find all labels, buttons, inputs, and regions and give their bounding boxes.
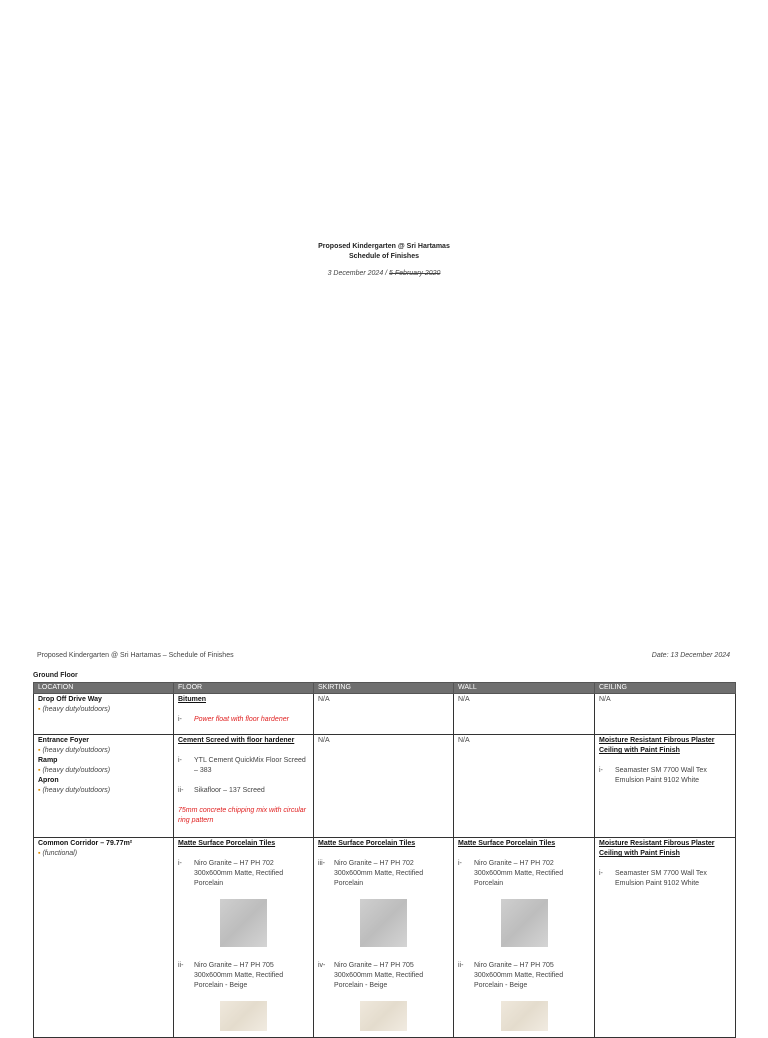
col-skirting: SKIRTING [314, 683, 454, 694]
tile-swatch-grey [360, 899, 407, 947]
bullet-icon: ▪ [38, 767, 43, 774]
list-item: ii- Niro Granite – H7 PH 705 300x600mm Matte, Rectified Porcelain - Beige [178, 962, 284, 989]
location-cell [34, 838, 174, 1038]
tile-swatch-beige [360, 1001, 407, 1031]
bullet-icon: ▪ [38, 787, 43, 794]
ceiling-heading: Moisture Resistant Fibrous Plaster Ceiling with Paint Finish [599, 737, 715, 754]
ceiling-cell: N/A [595, 694, 736, 735]
cover-date-struck: 5 February 2020 [389, 270, 441, 277]
skirting-cell: N/A [314, 694, 454, 735]
list-item: i- Seamaster SM 7700 Wall Tex Emulsion Paint 9102 White [599, 870, 707, 887]
cover-date [0, 270, 768, 277]
location-note: (functional) [42, 850, 78, 857]
list-item: iv- Niro Granite – H7 PH 705 300x600mm Matte, Rectified Porcelain - Beige [318, 962, 424, 989]
cover-title: Proposed Kindergarten @ Sri Hartamas [318, 243, 450, 250]
col-floor: FLOOR [174, 683, 314, 694]
list-item: ii- Sikafloor – 137 Screed [178, 787, 265, 794]
col-location: LOCATION [34, 683, 174, 694]
floor-note: Power float with floor hardener [194, 716, 289, 723]
list-item: i- Niro Granite – H7 PH 702 300x600mm Matte, Rectified Porcelain [458, 860, 564, 887]
page-header [37, 652, 730, 659]
floor-heading: Matte Surface Porcelain Tiles [178, 840, 276, 847]
header-date: Date: 13 December 2024 [651, 652, 730, 659]
wall-cell: N/A [454, 735, 595, 838]
list-item: i- Seamaster SM 7700 Wall Tex Emulsion Paint 9102 White [599, 767, 707, 784]
bullet-icon: ▪ [38, 850, 43, 857]
location-note: (heavy duty/outdoors) [42, 706, 111, 713]
bullet-icon: ▪ [38, 747, 43, 754]
skirting-heading: Matte Surface Porcelain Tiles [318, 840, 416, 847]
list-item: i- YTL Cement QuickMix Floor Screed – 383 [178, 757, 306, 774]
skirting-cell [314, 838, 454, 1038]
location-note: (heavy duty/outdoors) [42, 747, 111, 754]
list-item: i- Niro Granite – H7 PH 702 300x600mm Matte, Rectified Porcelain [178, 860, 284, 887]
bullet-icon: ▪ [38, 706, 43, 713]
table-row [34, 735, 736, 838]
location-name: Entrance Foyer [38, 737, 89, 744]
cover-date-current: 3 December 2024 / [327, 270, 390, 277]
section-title: Ground Floor [33, 672, 78, 679]
location-name: Ramp [38, 757, 58, 764]
ceiling-cell [595, 735, 736, 838]
tile-swatch-grey [220, 899, 267, 947]
list-item: iii- Niro Granite – H7 PH 702 300x600mm Matte, Rectified Porcelain [318, 860, 424, 887]
wall-cell [454, 838, 595, 1038]
wall-heading: Matte Surface Porcelain Tiles [458, 840, 556, 847]
wall-cell: N/A [454, 694, 595, 735]
location-name: Common Corridor – 79.77m² [38, 840, 133, 847]
table-header-row [34, 683, 736, 694]
table-row [34, 838, 736, 1038]
col-wall: WALL [454, 683, 595, 694]
tile-swatch-grey [501, 899, 548, 947]
header-title: Proposed Kindergarten @ Sri Hartamas – Schedule of Finishes [37, 652, 234, 659]
skirting-cell: N/A [314, 735, 454, 838]
floor-note: 75mm concrete chipping mix with circular ring pattern [178, 807, 306, 824]
ceiling-heading: Moisture Resistant Fibrous Plaster Ceiling with Paint Finish [599, 840, 715, 857]
list-item: i- Power float with floor hardener [178, 715, 309, 725]
cover-block [0, 242, 768, 277]
floor-cell [174, 735, 314, 838]
col-ceiling: CEILING [595, 683, 736, 694]
floor-heading: Cement Screed with floor hardener [178, 737, 295, 744]
tile-swatch-beige [501, 1001, 548, 1031]
tile-swatch-beige [220, 1001, 267, 1031]
floor-heading: Bitumen [178, 696, 206, 703]
location-name: Apron [38, 777, 59, 784]
location-note: (heavy duty/outdoors) [42, 787, 111, 794]
list-item: ii- Niro Granite – H7 PH 705 300x600mm Matte, Rectified Porcelain - Beige [458, 962, 564, 989]
floor-cell [174, 838, 314, 1038]
cover-subtitle: Schedule of Finishes [348, 253, 419, 260]
location-note: (heavy duty/outdoors) [42, 767, 111, 774]
ceiling-cell [595, 838, 736, 1038]
floor-cell [174, 694, 314, 735]
table-row [34, 694, 736, 735]
location-cell [34, 735, 174, 838]
location-cell [34, 694, 174, 735]
finishes-table [33, 682, 736, 1038]
location-name: Drop Off Drive Way [38, 696, 102, 703]
